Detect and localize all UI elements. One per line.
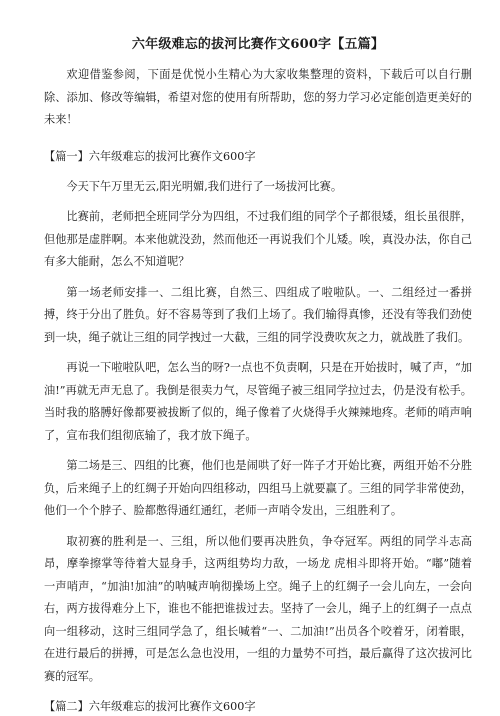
section-heading-1: 【篇一】六年级难忘的拔河比赛作文600字 [44, 149, 256, 163]
body-paragraph: 比赛前，老师把全班同学分为四组，不过我们组的同学个子都很矮，组长虽很胖，但他那是虚胖啊。本来他就没劲，然而他还一再说我们个儿矮。唉，真没办法，你自己有多大能耐，怎么不知道呢？ [44, 210, 472, 268]
body-paragraph: 取初赛的胜利是一、三组，所以他们要再决胜负，争夺冠军。两组的同学斗志高昂，摩拳擦掌等待着大显身手，这两组势均力敌，一场龙 虎相斗即将开始。“嘟”随着一声哨声，“加油!加油”的呐喊声响彻操场上空。绳子上的红绸子一会儿向左，一会向右，两方拔得难分上下，谁也不能把谁拔过去。坚持了一会儿，绳子上的红绸子一点点向一组移动，这时三组同学急了，组长喊着“一、二加油!”出员各个咬着牙，闭着眼，在进行最后的拼搏，可是怎么急也没用，一组的力量势不可挡，最后赢得了这次拔河比赛的冠军。 [44, 534, 472, 683]
body-paragraph: 再说一下啦啦队吧，怎么当的呀?一点也不负责啊，只是在开始拔时，喊了声，“加油!”再就无声无息了。我倒是很卖力气，尽管绳子被三组同学拉过去，仍是没有松手。当时我的胳膊好像都要被拔断了似的，绳子像着了火烧得手火辣辣地疼。老师的哨声响了，宣布我们组彻底输了，我才放下绳子。 [44, 361, 472, 442]
page-title: 六年级难忘的拔河比赛作文600字【五篇】 [131, 37, 385, 52]
body-paragraph: 第二场是三、四组的比赛，他们也是闹哄了好一阵子才开始比赛，两组开始不分胜负，后来绳子上的红绸子开始向四组移动，四组马上就要赢了。三组的同学非常使劲，他们一个个脖子、脸都憋得通红通红，老师一声哨令发出，三组胜利了。 [44, 459, 472, 517]
section-heading-2: 【篇二】六年级难忘的拔河比赛作文600字 [44, 700, 256, 713]
intro-paragraph: 欢迎借鉴参阅，下面是优悦小生精心为大家收集整理的资料，下载后可以自行删除、添加、修改等编辑，希望对您的使用有所帮助，您的努力学习必定能创造更美好的未来！ [44, 68, 472, 126]
body-paragraph: 第一场老师安排一、二组比赛，自然三、四组成了啦啦队。一、二组经过一番拼搏，终于分出了胜负。好不容易等到了我们上场了。我们输得真惨，还没有等我们劲使到一块，绳子就让三组的同学拽过一大截，三组的同学没费吹灰之力，就战胜了我们。 [44, 285, 472, 344]
body-paragraph: 今天下午万里无云,阳光明媚,我们进行了一场拔河比赛。 [66, 179, 343, 193]
